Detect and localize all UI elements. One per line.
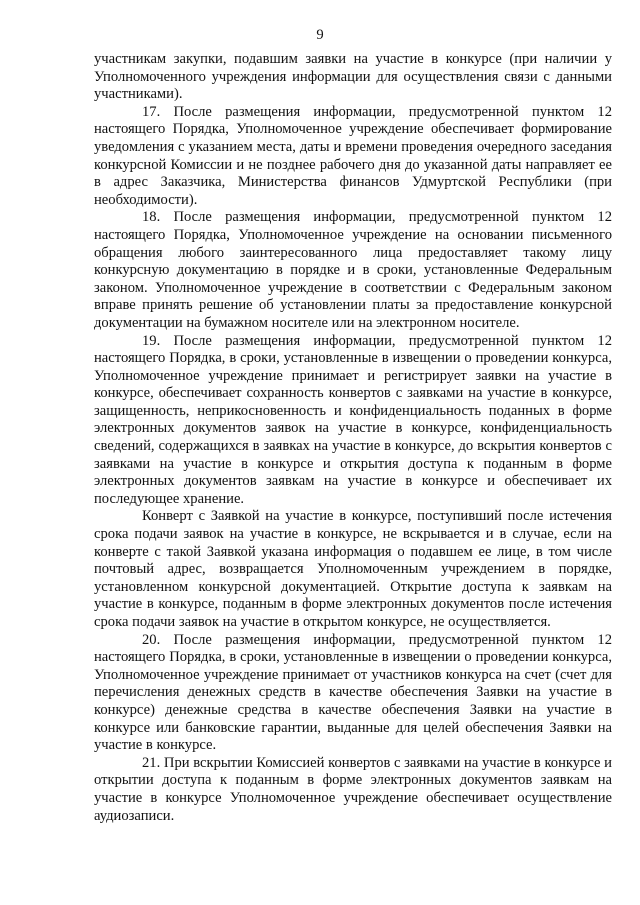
document-body [94, 51, 612, 825]
paragraph-19-envelope: Конверт с Заявкой на участие в конкурсе, поступивший после истечения срока подачи заявок на участие в конкурсе, не вскрывается и в случае, если на конверте с такой Заявкой указана информация о подавшем ее лице, в том числе почтовый адрес, возвращается Уполномоченным учреждением в порядке, установленном конкурсной документацией. Открытие доступа к заявкам на участие в конкурсе, поданным в форме электронных документов после истечения срока подачи заявок на участие в открытом конкурсе, не осуществляется. [94, 508, 612, 630]
paragraph-18: 18. После размещения информации, предусмотренной пунктом 12 настоящего Порядка, Уполномоченное учреждение на основании письменного обращения любого заинтересованного лица предоставляет такому лицу конкурсную документацию в порядке и в сроки, установленные Федеральным законом. Уполномоченное учреждение в соответствии с Федеральным законом вправе принять решение об установлении платы за предоставление конкурсной документации на бумажном носителе или на электронном носителе. [94, 209, 612, 331]
paragraph-19: 19. После размещения информации, предусмотренной пунктом 12 настоящего Порядка, в сроки, установленные в извещении о проведении конкурса, Уполномоченное учреждение принимает и регистрирует заявки на участие в конкурсе, обеспечивает сохранность конвертов с заявками на участие в конкурсе, защищенность, неприкосновенность и конфиденциальность поданных в форме электронных документов заявок на участие в конкурсе, конфиденциальность сведений, содержащихся в заявках на участие в конкурсе, до вскрытия конвертов с заявками на участие в конкурсе и открытия доступа к поданным в форме электронных документов заявкам на участие в конкурсе и обеспечивает их последующее хранение. [94, 332, 612, 507]
paragraph-16-continuation: участникам закупки, подавшим заявки на участие в конкурсе (при наличии у Уполномоченного учреждения информации для осуществления связи с данными участниками). [94, 51, 612, 103]
paragraph-20: 20. После размещения информации, предусмотренной пунктом 12 настоящего Порядка, в сроки, установленные в извещении о проведении конкурса, Уполномоченное учреждение принимает от участников конкурса на счет (счет для перечисления денежных средств в качестве обеспечения Заявки на участие в конкурсе) денежные средства в качестве обеспечения Заявки на участие в конкурсе или банковские гарантии, выданные для целей обеспечения Заявки на участие в конкурсе. [94, 631, 612, 754]
paragraph-17: 17. После размещения информации, предусмотренной пунктом 12 настоящего Порядка, Уполномоченное учреждение обеспечивает формирование уведомления с указанием места, даты и времени проведения очередного заседания конкурсной Комиссии и не позднее рабочего дня до указанной даты направляет ее в адрес Заказчика, Министерства финансов Удмуртской Республики (при необходимости). [94, 103, 612, 208]
paragraph-21: 21. При вскрытии Комиссией конвертов с заявками на участие в конкурсе и открытии доступа к поданным в форме электронных документов заявкам на участие в конкурсе Уполномоченное учреждение обеспечивает осуществление аудиозаписи. [94, 754, 612, 824]
page-number: 9 [316, 27, 324, 43]
